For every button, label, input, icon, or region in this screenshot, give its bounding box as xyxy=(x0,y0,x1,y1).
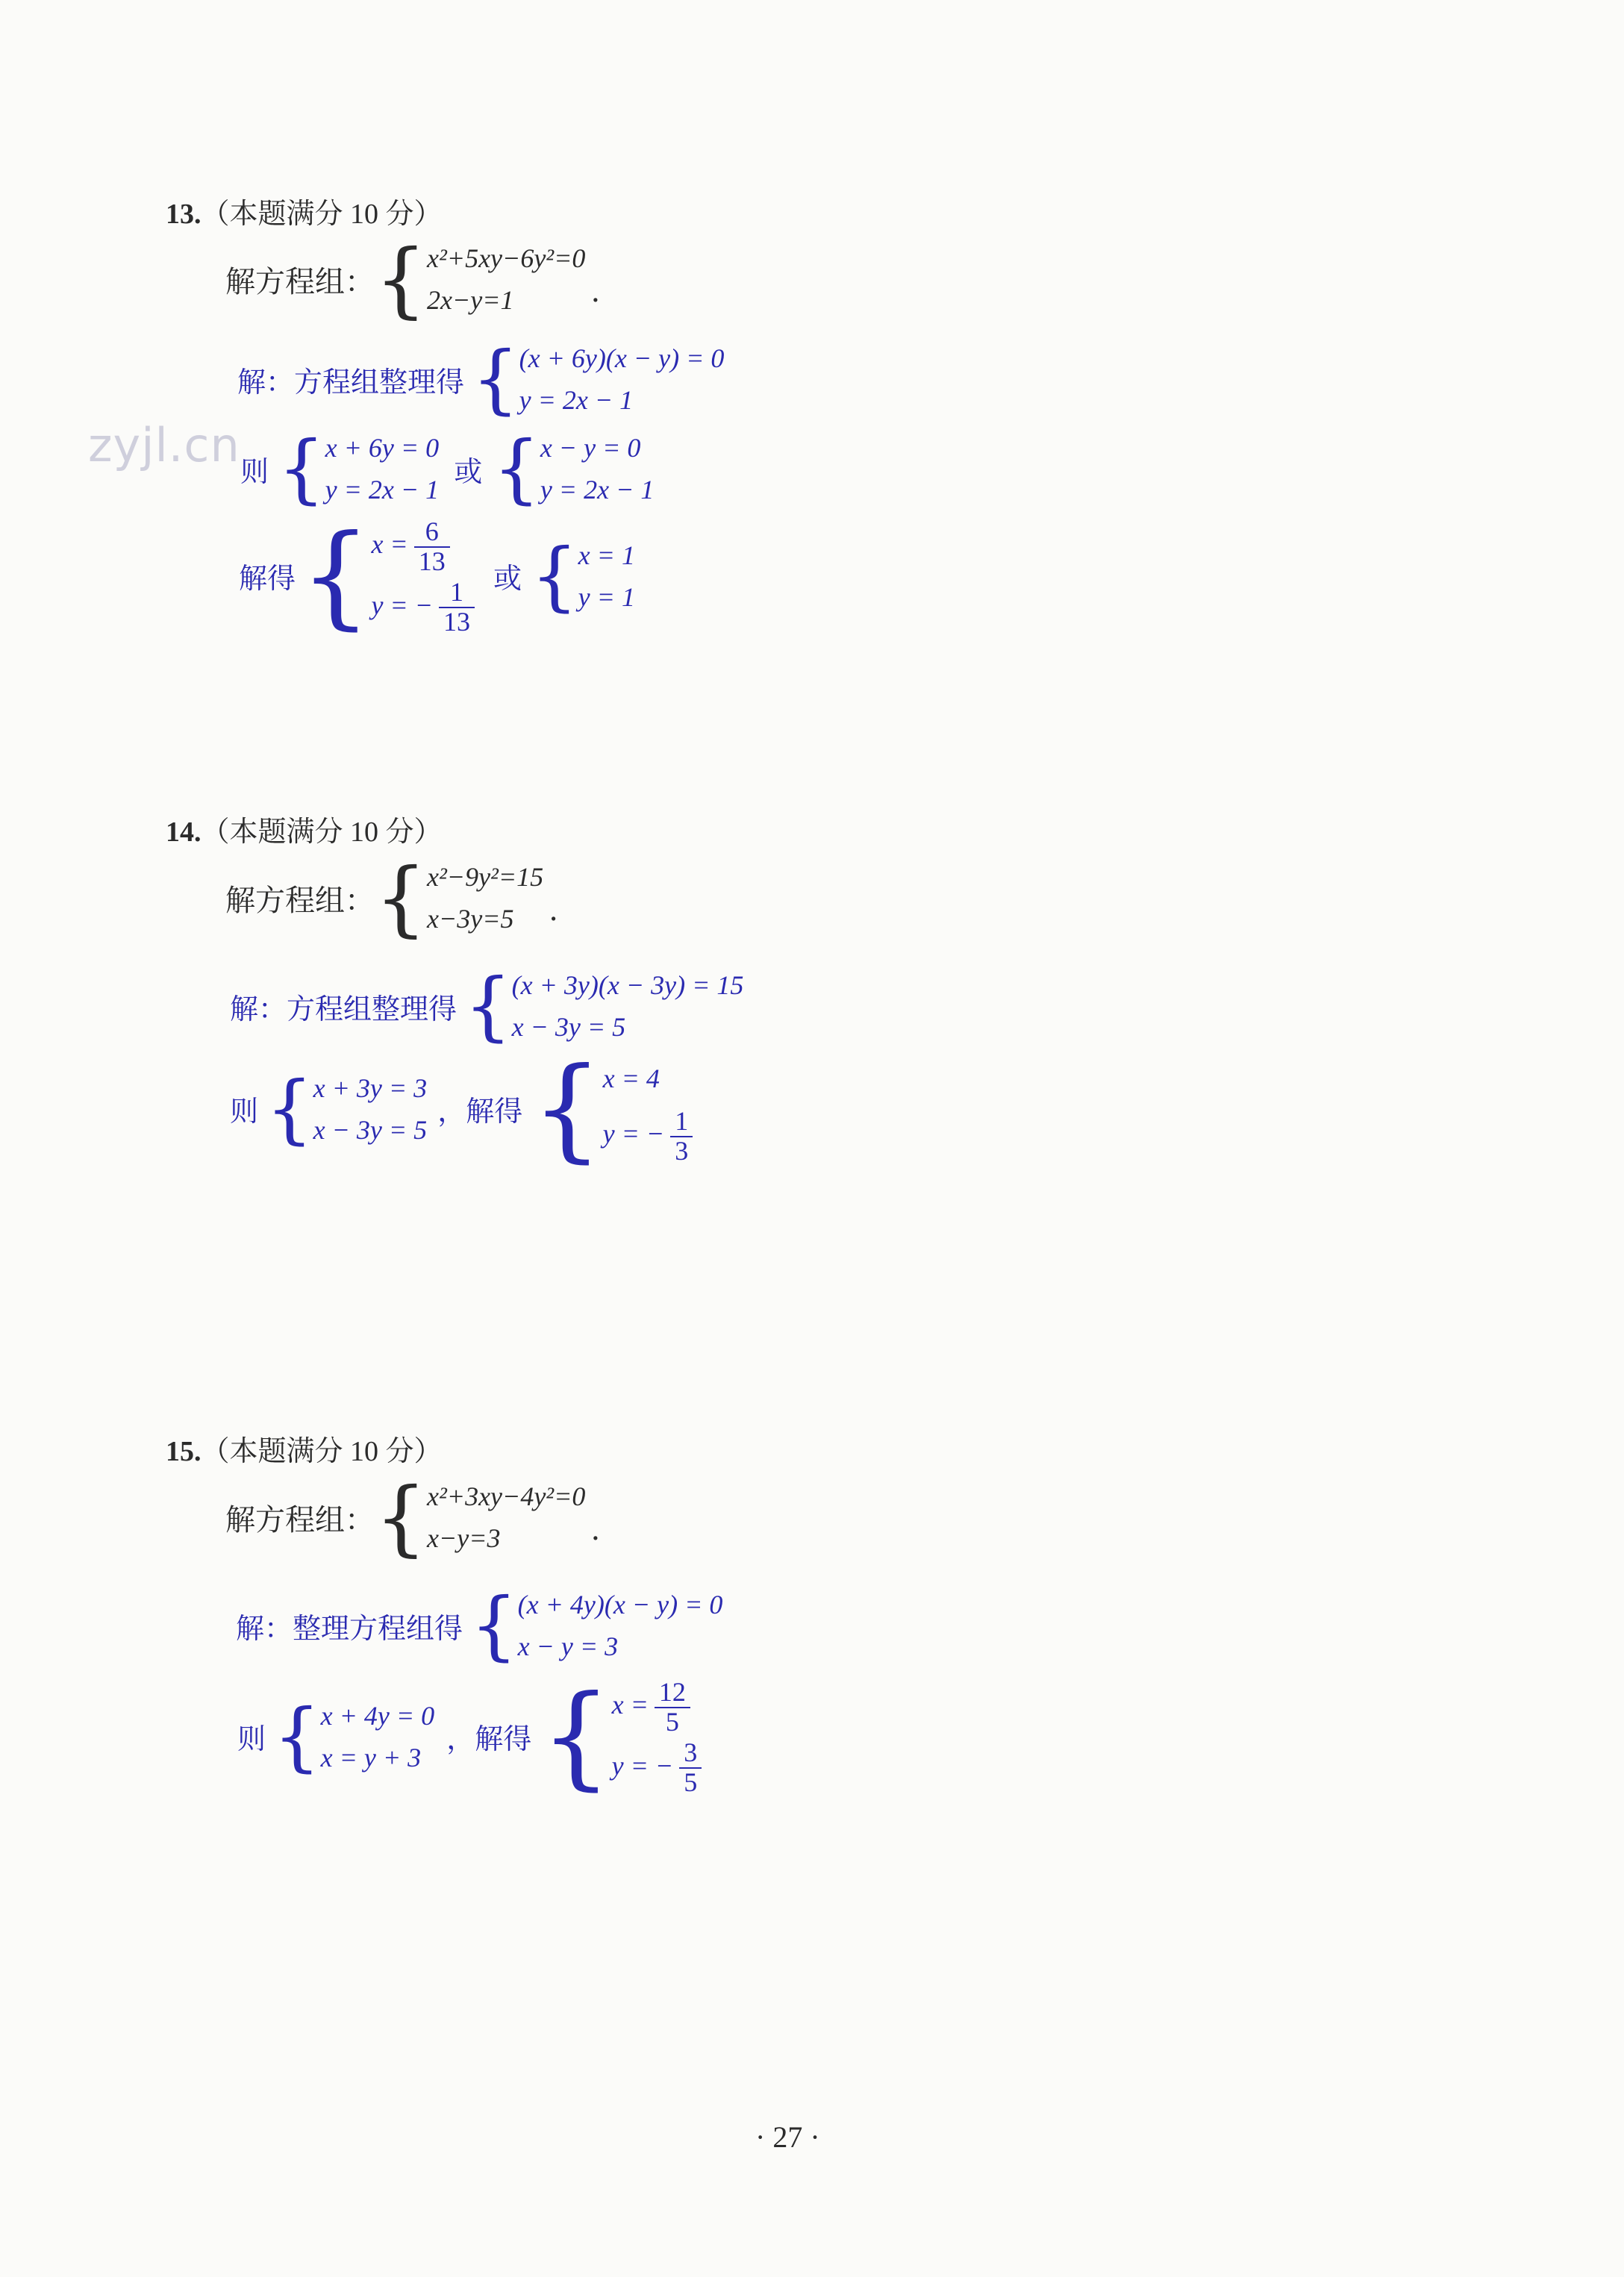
problem-14-header xyxy=(166,808,443,849)
case-equation-2: x − 3y = 5 xyxy=(313,1114,428,1145)
equation-1: x²−9y²=15 xyxy=(427,862,544,892)
problem-score: （本题满分 10 分） xyxy=(201,199,443,230)
result-2-x: x = 1 xyxy=(578,540,635,570)
left-brace-icon: { xyxy=(472,335,519,422)
left-brace-icon: { xyxy=(266,1064,313,1152)
transformed-equation-2: y = 2x − 1 xyxy=(519,385,634,415)
or-label: 或 xyxy=(454,456,483,488)
problem-13-task: 解方程组： { x²+5xy−6y²=0 2x−y=1 . xyxy=(225,231,600,327)
transformed-system xyxy=(518,1584,723,1667)
problem-15-solution-step1 xyxy=(236,1581,723,1669)
result-x: x = $\frac{12}{5}$ xyxy=(612,1675,702,1737)
case-equation-1: x + 3y = 3 xyxy=(313,1072,428,1103)
problem-number: 13. xyxy=(166,199,202,230)
case-2-equation-1: x − y = 0 xyxy=(540,433,641,463)
equation-1: x²+3xy−4y²=0 xyxy=(427,1481,586,1511)
result-system xyxy=(612,1675,702,1797)
solve-label: ，解得 xyxy=(437,1096,523,1128)
or-label: 或 xyxy=(493,563,522,596)
case-2-system xyxy=(540,427,655,510)
problem-14-solution-step2 xyxy=(230,1043,692,1174)
problem-number: 14. xyxy=(166,816,202,848)
result-y: y = − $\frac{3}{5}$ xyxy=(612,1737,702,1798)
problem-score: （本题满分 10 分） xyxy=(201,1436,443,1467)
case-1-system xyxy=(325,427,440,510)
left-brace-icon: { xyxy=(464,962,512,1049)
then-label: 则 xyxy=(237,1724,266,1756)
case-1-equation-2: y = 2x − 1 xyxy=(325,475,440,505)
solution-label: 解：方程组整理得 xyxy=(237,366,465,399)
result-1-system xyxy=(371,515,474,637)
result-2-y: y = 1 xyxy=(578,581,635,612)
result-2-system xyxy=(578,534,635,618)
transformed-equation-1: (x + 4y)(x − y) = 0 xyxy=(517,1590,723,1619)
solution-label: 解：整理方程组得 xyxy=(236,1613,463,1645)
problem-13-solution-step2 xyxy=(240,427,654,510)
case-1-equation-1: x + 6y = 0 xyxy=(325,433,440,463)
case-equation-2: x = y + 3 xyxy=(320,1742,422,1772)
problem-13-header xyxy=(166,190,443,231)
watermark-logo: zyjl.cn xyxy=(88,418,240,472)
problem-14-task: 解方程组： { x²−9y²=15 x−3y=5 . xyxy=(225,850,558,946)
left-brace-icon: { xyxy=(278,425,325,512)
problem-15-solution-step2 xyxy=(237,1671,701,1802)
task-label: 解方程组： xyxy=(225,1502,375,1537)
problem-15-task: 解方程组： { x²+3xy−4y²=0 x−y=3 . xyxy=(225,1469,600,1565)
case-system xyxy=(313,1067,428,1151)
left-brace-icon: { xyxy=(531,531,578,619)
transformed-system xyxy=(512,964,744,1048)
result-y: y = − $\frac{1}{3}$ xyxy=(603,1105,693,1166)
transformed-equation-2: x − 3y = 5 xyxy=(511,1012,626,1042)
equation-2: x−3y=5 xyxy=(427,904,514,934)
left-brace-icon: { xyxy=(300,510,372,641)
page-number-value: 27 xyxy=(772,2120,803,2154)
problem-14-solution-step1 xyxy=(230,964,743,1048)
then-label: 则 xyxy=(240,456,269,488)
page-number xyxy=(755,2120,820,2155)
transformed-equation-1: (x + 6y)(x − y) = 0 xyxy=(519,343,725,373)
transformed-equation-2: x − y = 3 xyxy=(517,1631,619,1661)
left-brace-icon: { xyxy=(375,231,427,327)
problem-number: 15. xyxy=(166,1436,202,1467)
result-system xyxy=(603,1052,693,1166)
left-brace-icon: { xyxy=(375,850,427,946)
solve-label: ，解得 xyxy=(446,1724,532,1756)
task-label: 解方程组： xyxy=(225,883,375,917)
bullet-icon: · xyxy=(810,2120,820,2154)
then-label: 则 xyxy=(230,1096,259,1128)
problem-13-solution-step1 xyxy=(237,337,724,421)
transformed-equation-1: (x + 3y)(x − 3y) = 15 xyxy=(511,970,744,1000)
result-x: x = 4 xyxy=(602,1063,660,1093)
transformed-system xyxy=(519,337,725,421)
result-label: 解得 xyxy=(239,563,296,596)
result-1-y: y = − $\frac{1}{13}$ xyxy=(371,576,474,637)
left-brace-icon: { xyxy=(470,1581,518,1669)
problem-15-header xyxy=(166,1428,443,1469)
case-equation-1: x + 4y = 0 xyxy=(320,1700,435,1731)
case-2-equation-2: y = 2x − 1 xyxy=(540,475,655,505)
result-1-x: x = $\frac{6}{13}$ xyxy=(371,515,474,576)
problem-13-result xyxy=(239,510,635,641)
case-system xyxy=(321,1695,435,1778)
equation-system xyxy=(427,856,543,940)
left-brace-icon: { xyxy=(531,1043,603,1174)
problem-score: （本题满分 10 分） xyxy=(201,816,443,848)
equation-2: 2x−y=1 xyxy=(427,285,514,315)
equation-system xyxy=(427,1475,585,1559)
equation-system xyxy=(427,237,585,321)
left-brace-icon: { xyxy=(493,425,540,512)
left-brace-icon: { xyxy=(540,1671,612,1802)
task-label: 解方程组： xyxy=(225,264,375,299)
left-brace-icon: { xyxy=(375,1469,427,1565)
equation-1: x²+5xy−6y²=0 xyxy=(427,243,586,273)
bullet-icon: · xyxy=(755,2120,766,2154)
left-brace-icon: { xyxy=(273,1692,321,1780)
equation-2: x−y=3 xyxy=(427,1523,501,1553)
solution-label: 解：方程组整理得 xyxy=(230,993,457,1025)
